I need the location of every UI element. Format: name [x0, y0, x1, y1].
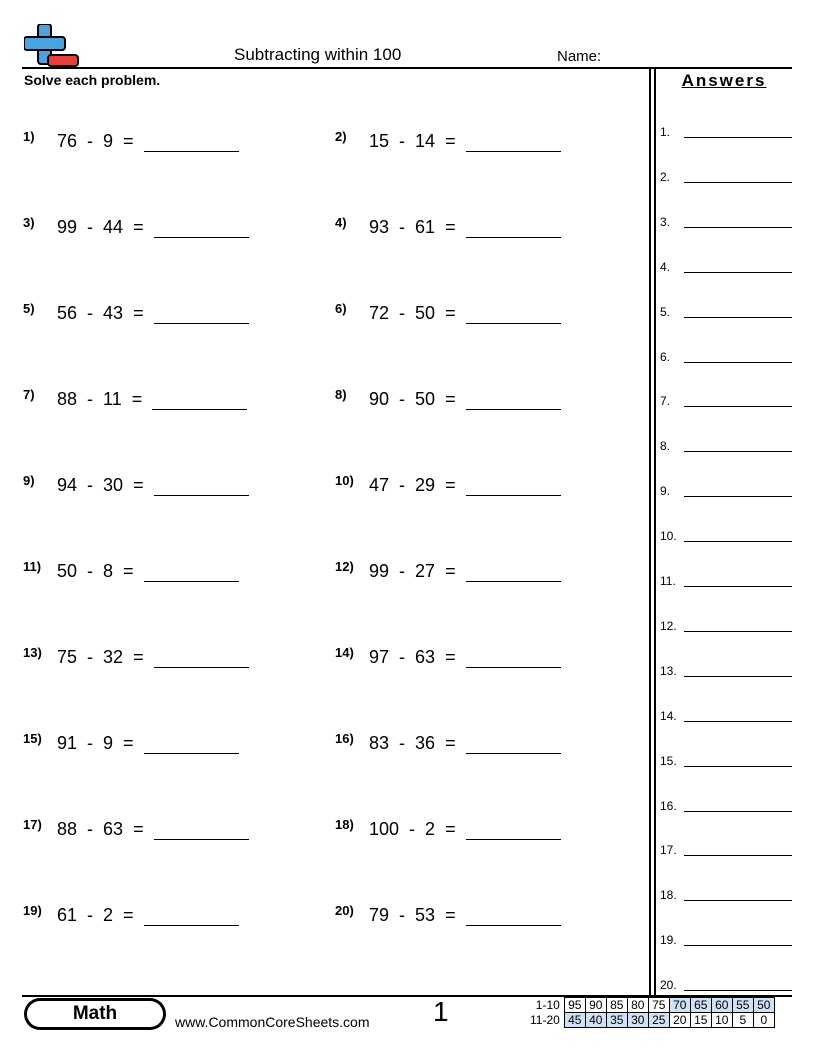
equals-sign: =: [123, 733, 134, 753]
equals-sign: =: [123, 561, 134, 581]
equals-sign: =: [131, 389, 143, 409]
answer-blank[interactable]: [154, 305, 249, 324]
subtrahend: 44: [103, 217, 124, 237]
answer-key-row: [660, 394, 792, 410]
answer-key-line[interactable]: [684, 137, 792, 138]
equals-sign: =: [445, 647, 456, 667]
minuend: 97: [369, 647, 390, 667]
answer-key-number: 17.: [660, 843, 677, 858]
answer-key-number: 13.: [660, 663, 677, 678]
problem-expression: [57, 819, 249, 840]
score-table: [528, 997, 775, 1028]
answer-key-number: 15.: [660, 753, 677, 768]
answer-key-number: 9.: [660, 484, 671, 499]
operator: -: [399, 647, 406, 667]
subtrahend: 29: [415, 475, 436, 495]
subtrahend: 36: [415, 733, 436, 753]
problem-expression: [57, 389, 247, 410]
equals-sign: =: [445, 475, 456, 495]
answer-key-line[interactable]: [684, 362, 792, 363]
answer-blank[interactable]: [466, 649, 561, 668]
answer-key-row: [660, 843, 792, 859]
score-cell: 0: [753, 1013, 774, 1028]
answer-blank[interactable]: [144, 735, 239, 754]
subtrahend: 2: [425, 819, 436, 839]
problem-expression: [57, 905, 239, 926]
answer-key-row: [660, 933, 792, 949]
problem-expression: [57, 217, 249, 238]
score-cell: 50: [753, 998, 774, 1013]
problem-number: 8): [335, 387, 347, 402]
problem-number: 15): [23, 731, 42, 746]
equals-sign: =: [445, 905, 456, 925]
equals-sign: =: [445, 303, 456, 323]
answer-key-row: [660, 125, 792, 141]
problem-expression: [57, 647, 249, 668]
answer-key-line[interactable]: [684, 541, 792, 542]
score-cell: 40: [585, 1013, 606, 1028]
answer-key-line[interactable]: [684, 451, 792, 452]
answer-key-row: [660, 529, 792, 545]
minuend: 83: [369, 733, 390, 753]
minuend: 99: [369, 561, 390, 581]
answer-blank[interactable]: [144, 133, 239, 152]
answer-key-line[interactable]: [684, 945, 792, 946]
answer-blank[interactable]: [466, 133, 561, 152]
operator: -: [409, 819, 416, 839]
problem-number: 14): [335, 645, 354, 660]
equals-sign: =: [445, 561, 456, 581]
answer-key-number: 10.: [660, 529, 677, 544]
equals-sign: =: [445, 217, 456, 237]
minuend: 88: [57, 819, 78, 839]
answer-key-number: 5.: [660, 304, 671, 319]
score-cell: 15: [690, 1013, 711, 1028]
answer-key-number: 20.: [660, 978, 677, 993]
operator: -: [87, 561, 94, 581]
problem-number: 13): [23, 645, 42, 660]
answer-key-row: [660, 709, 792, 725]
score-cell: 30: [627, 1013, 648, 1028]
operator: -: [399, 217, 406, 237]
problem-number: 18): [335, 817, 354, 832]
answer-key-number: 19.: [660, 933, 677, 948]
answer-key-row: [660, 754, 792, 770]
answer-key-row: [660, 215, 792, 231]
answer-key-number: 16.: [660, 798, 677, 813]
score-cell: 90: [585, 998, 606, 1013]
score-row: [528, 1013, 774, 1028]
answer-key-row: [660, 799, 792, 815]
score-cell: 95: [564, 998, 585, 1013]
subtrahend: 61: [415, 217, 436, 237]
problem-number: 4): [335, 215, 347, 230]
answer-key-line[interactable]: [684, 317, 792, 318]
operator: -: [87, 303, 94, 323]
answer-key-number: 2.: [660, 169, 671, 184]
problem-number: 7): [23, 387, 35, 402]
subtrahend: 2: [103, 905, 114, 925]
subtrahend: 63: [103, 819, 124, 839]
minuend: 76: [57, 131, 78, 151]
operator: -: [87, 905, 94, 925]
answer-column-divider: [654, 68, 656, 995]
subject-label: Math: [27, 1001, 163, 1027]
answers-heading: Answers: [681, 71, 767, 90]
minuend: 94: [57, 475, 78, 495]
problem-expression: [57, 131, 239, 152]
score-cell: 20: [669, 1013, 690, 1028]
answer-key-row: [660, 664, 792, 680]
problem-number: 19): [23, 903, 42, 918]
score-cell: 65: [690, 998, 711, 1013]
answer-key-number: 3.: [660, 214, 671, 229]
problem-expression: [369, 647, 561, 668]
subtrahend: 11: [103, 389, 122, 409]
answer-key-line[interactable]: [684, 676, 792, 677]
answer-key-line[interactable]: [684, 990, 792, 991]
problem-expression: [369, 819, 561, 840]
score-cell: 60: [711, 998, 732, 1013]
answer-blank[interactable]: [144, 563, 239, 582]
minuend: 91: [57, 733, 78, 753]
score-cell: 45: [564, 1013, 585, 1028]
equals-sign: =: [445, 131, 456, 151]
answer-key-number: 1.: [660, 125, 671, 139]
operator: -: [87, 131, 94, 151]
problem-expression: [369, 905, 561, 926]
problem-expression: [369, 303, 561, 324]
answer-key-line[interactable]: [684, 855, 792, 856]
score-row-label: 11-20: [530, 1013, 560, 1027]
minuend: 72: [369, 303, 390, 323]
answer-key-line[interactable]: [684, 496, 792, 497]
problem-number: 5): [23, 301, 35, 316]
problem-expression: [57, 733, 239, 754]
minuend: 75: [57, 647, 78, 667]
equals-sign: =: [133, 303, 144, 323]
operator: -: [87, 733, 94, 753]
minuend: 93: [369, 217, 390, 237]
subtrahend: 30: [103, 475, 124, 495]
operator: -: [87, 475, 94, 495]
problem-expression: [369, 561, 561, 582]
answer-blank[interactable]: [466, 477, 561, 496]
answer-blank[interactable]: [154, 821, 249, 840]
equals-sign: =: [133, 819, 144, 839]
answer-blank[interactable]: [466, 735, 561, 754]
answer-key-row: [660, 888, 792, 904]
instructions: Solve each problem.: [24, 72, 161, 88]
answer-key-line[interactable]: [684, 406, 792, 407]
equals-sign: =: [445, 733, 456, 753]
answer-key-row: [660, 574, 792, 590]
answer-blank[interactable]: [466, 907, 561, 926]
answer-key-number: 18.: [660, 888, 677, 903]
operator: -: [399, 389, 406, 409]
subtrahend: 14: [415, 131, 436, 151]
score-row: [528, 998, 774, 1013]
answer-key-number: 14.: [660, 708, 677, 723]
answer-key-line[interactable]: [684, 227, 792, 228]
answer-key-row: [660, 439, 792, 455]
operator: -: [399, 561, 406, 581]
subtrahend: 50: [415, 303, 436, 323]
subtrahend: 43: [103, 303, 124, 323]
equals-sign: =: [133, 475, 144, 495]
answer-key-line[interactable]: [684, 586, 792, 587]
score-cell: 5: [732, 1013, 753, 1028]
operator: -: [87, 647, 94, 667]
problem-expression: [57, 303, 249, 324]
page-number: 1: [433, 996, 449, 1027]
problem-number: 2): [335, 129, 347, 144]
minuend: 79: [369, 905, 390, 925]
problem-expression: [369, 131, 561, 152]
answer-blank[interactable]: [466, 219, 561, 238]
answer-key-line[interactable]: [684, 182, 792, 183]
problem-number: 9): [23, 473, 35, 488]
header-divider: [22, 67, 792, 69]
minuend: 61: [57, 905, 78, 925]
minuend: 100: [369, 819, 400, 839]
subtrahend: 9: [103, 733, 114, 753]
problem-number: 6): [335, 301, 347, 316]
answer-key-row: [660, 170, 792, 186]
answer-column-divider: [649, 68, 651, 995]
answer-key-row: [660, 484, 792, 500]
worksheet-title: Subtracting within 100: [234, 45, 402, 64]
answer-blank[interactable]: [154, 219, 249, 238]
subtrahend: 8: [103, 561, 114, 581]
operator: -: [399, 475, 406, 495]
answer-blank[interactable]: [152, 391, 247, 410]
minuend: 56: [57, 303, 78, 323]
problem-expression: [369, 217, 561, 238]
answer-blank[interactable]: [466, 305, 561, 324]
problem-number: 20): [335, 903, 354, 918]
subtrahend: 32: [103, 647, 124, 667]
worksheet-logo-icon: [24, 24, 80, 68]
problem-expression: [57, 475, 249, 496]
operator: -: [399, 131, 406, 151]
answer-key-number: 6.: [660, 349, 671, 364]
answer-key-number: 8.: [660, 439, 671, 454]
site-url: www.CommonCoreSheets.com: [175, 1014, 370, 1030]
answer-key-row: [660, 305, 792, 321]
problem-expression: [369, 733, 561, 754]
operator: -: [399, 905, 406, 925]
answer-key-row: [660, 978, 792, 994]
subtrahend: 53: [415, 905, 436, 925]
answer-key-line[interactable]: [684, 900, 792, 901]
problem-expression: [57, 561, 239, 582]
answer-blank[interactable]: [154, 477, 249, 496]
problem-expression: [369, 389, 561, 410]
answer-key-row: [660, 260, 792, 276]
answer-key-number: 4.: [660, 259, 671, 274]
operator: -: [399, 733, 406, 753]
equals-sign: =: [123, 131, 134, 151]
equals-sign: =: [445, 389, 456, 409]
answer-key-row: [660, 350, 792, 366]
problem-number: 17): [23, 817, 42, 832]
score-cell: 80: [627, 998, 648, 1013]
answer-key-number: 12.: [660, 618, 677, 633]
minuend: 15: [369, 131, 390, 151]
operator: -: [87, 389, 94, 409]
score-cell: 85: [606, 998, 627, 1013]
answer-key-row: [660, 619, 792, 635]
subject-badge: [24, 998, 166, 1030]
problem-number: 11): [23, 559, 42, 574]
equals-sign: =: [123, 905, 134, 925]
score-cell: 55: [732, 998, 753, 1013]
name-label: Name:: [557, 48, 602, 65]
answer-key-line[interactable]: [684, 721, 792, 722]
operator: -: [87, 217, 94, 237]
subtrahend: 9: [103, 131, 114, 151]
operator: -: [87, 819, 94, 839]
operator: -: [399, 303, 406, 323]
equals-sign: =: [133, 647, 144, 667]
score-cell: 35: [606, 1013, 627, 1028]
problem-number: 16): [335, 731, 354, 746]
answer-blank[interactable]: [466, 563, 561, 582]
score-cell: 75: [648, 998, 669, 1013]
subtrahend: 27: [415, 561, 436, 581]
answer-key-line[interactable]: [684, 631, 792, 632]
answer-blank[interactable]: [466, 391, 561, 410]
minuend: 47: [369, 475, 390, 495]
answer-key-line[interactable]: [684, 272, 792, 273]
answer-blank[interactable]: [154, 649, 249, 668]
subtrahend: 63: [415, 647, 436, 667]
subtrahend: 50: [415, 389, 436, 409]
equals-sign: =: [133, 217, 144, 237]
answer-key-line[interactable]: [684, 811, 792, 812]
minuend: 88: [57, 389, 78, 409]
answer-key-number: 7.: [660, 394, 671, 409]
score-row-label: 1-10: [535, 998, 560, 1012]
minuend: 90: [369, 389, 390, 409]
answer-key-number: 11.: [660, 574, 676, 588]
minuend: 50: [57, 561, 78, 581]
minuend: 99: [57, 217, 78, 237]
score-cell: 25: [648, 1013, 669, 1028]
equals-sign: =: [445, 819, 456, 839]
answer-key-line[interactable]: [684, 766, 792, 767]
problem-number: 3): [23, 215, 35, 230]
problem-number: 10): [335, 473, 354, 488]
score-cell: 10: [711, 1013, 732, 1028]
answer-blank[interactable]: [466, 821, 561, 840]
answer-blank[interactable]: [144, 907, 239, 926]
problem-expression: [369, 475, 561, 496]
problem-number: 1): [23, 129, 35, 144]
score-cell: 70: [669, 998, 690, 1013]
problem-number: 12): [335, 559, 354, 574]
